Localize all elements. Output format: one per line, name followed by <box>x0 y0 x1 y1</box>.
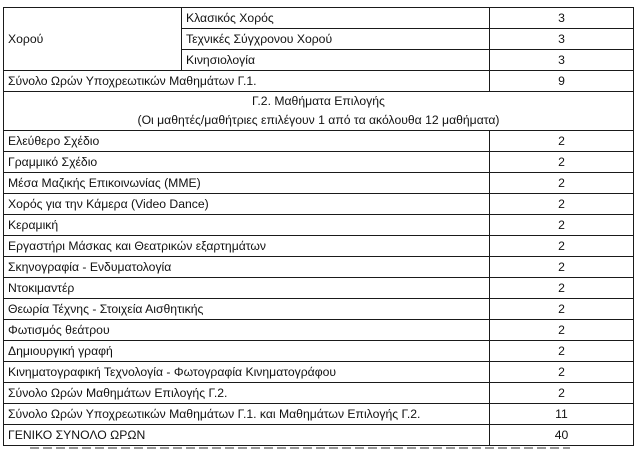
total-hours: 11 <box>490 404 634 425</box>
course-name: Κινησιολογία <box>182 50 490 71</box>
total-label: Σύνολο Ωρών Μαθημάτων Επιλογής Γ.2. <box>4 383 490 404</box>
electives-list <box>4 131 634 383</box>
table-row <box>4 173 634 194</box>
elective-name: Εργαστήρι Μάσκας και Θεατρικών εξαρτημάτων <box>4 236 490 257</box>
elective-name: Σκηνογραφία - Ενδυματολογία <box>4 257 490 278</box>
section-title: Γ.2. Μαθήματα Επιλογής <box>252 94 385 108</box>
total-hours: 40 <box>490 425 634 446</box>
table-row <box>4 341 634 362</box>
table-row <box>4 236 634 257</box>
course-hours: 3 <box>490 29 634 50</box>
total-row <box>4 404 634 425</box>
table-row <box>4 8 634 29</box>
group-label: Χορού <box>4 8 182 71</box>
elective-hours: 2 <box>490 341 634 362</box>
section-header-row <box>4 92 634 131</box>
table-row <box>4 362 634 383</box>
elective-name: Μέσα Μαζικής Επικοινωνίας (ΜΜΕ) <box>4 173 490 194</box>
table-row <box>4 257 634 278</box>
total-label: Σύνολο Ωρών Υποχρεωτικών Μαθημάτων Γ.1. <box>4 71 490 92</box>
curriculum-table <box>3 7 634 446</box>
course-hours: 3 <box>490 50 634 71</box>
elective-hours: 2 <box>490 215 634 236</box>
total-label: Σύνολο Ωρών Υποχρεωτικών Μαθημάτων Γ.1. και Μαθημάτων Επιλογής Γ.2. <box>4 404 490 425</box>
elective-hours: 2 <box>490 299 634 320</box>
elective-hours: 2 <box>490 173 634 194</box>
elective-name: Δημιουργική γραφή <box>4 341 490 362</box>
elective-name: Γραμμικό Σχέδιο <box>4 152 490 173</box>
elective-name: Κεραμική <box>4 215 490 236</box>
table-row <box>4 215 634 236</box>
elective-name: Χορός για την Κάμερα (Video Dance) <box>4 194 490 215</box>
total-row <box>4 425 634 446</box>
elective-name: Φωτισμός θεάτρου <box>4 320 490 341</box>
section-header <box>4 92 634 131</box>
total-row <box>4 383 634 404</box>
total-hours: 9 <box>490 71 634 92</box>
elective-hours: 2 <box>490 278 634 299</box>
total-hours: 2 <box>490 383 634 404</box>
elective-name: Κινηματογραφική Τεχνολογία - Φωτογραφία Κινηματογράφου <box>4 362 490 383</box>
elective-name: Θεωρία Τέχνης - Στοιχεία Αισθητικής <box>4 299 490 320</box>
cropped-text-line <box>0 444 636 450</box>
totals-list <box>4 383 634 446</box>
table-row <box>4 131 634 152</box>
total-label: ΓΕΝΙΚΟ ΣΥΝΟΛΟ ΩΡΩΝ <box>4 425 490 446</box>
section-subtitle: (Οι μαθητές/μαθήτριες επιλέγουν 1 από τα ακόλουθα 12 μαθήματα) <box>137 113 500 127</box>
elective-hours: 2 <box>490 131 634 152</box>
course-hours: 3 <box>490 8 634 29</box>
elective-hours: 2 <box>490 236 634 257</box>
elective-hours: 2 <box>490 152 634 173</box>
elective-hours: 2 <box>490 320 634 341</box>
table-row <box>4 278 634 299</box>
course-name: Κλασικός Χορός <box>182 8 490 29</box>
course-name: Τεχνικές Σύγχρονου Χορού <box>182 29 490 50</box>
table-row <box>4 152 634 173</box>
table-row <box>4 320 634 341</box>
table-row <box>4 299 634 320</box>
table-row <box>4 194 634 215</box>
elective-hours: 2 <box>490 257 634 278</box>
elective-name: Ελεύθερο Σχέδιο <box>4 131 490 152</box>
elective-hours: 2 <box>490 194 634 215</box>
elective-hours: 2 <box>490 362 634 383</box>
total-row <box>4 71 634 92</box>
elective-name: Ντοκιμαντέρ <box>4 278 490 299</box>
